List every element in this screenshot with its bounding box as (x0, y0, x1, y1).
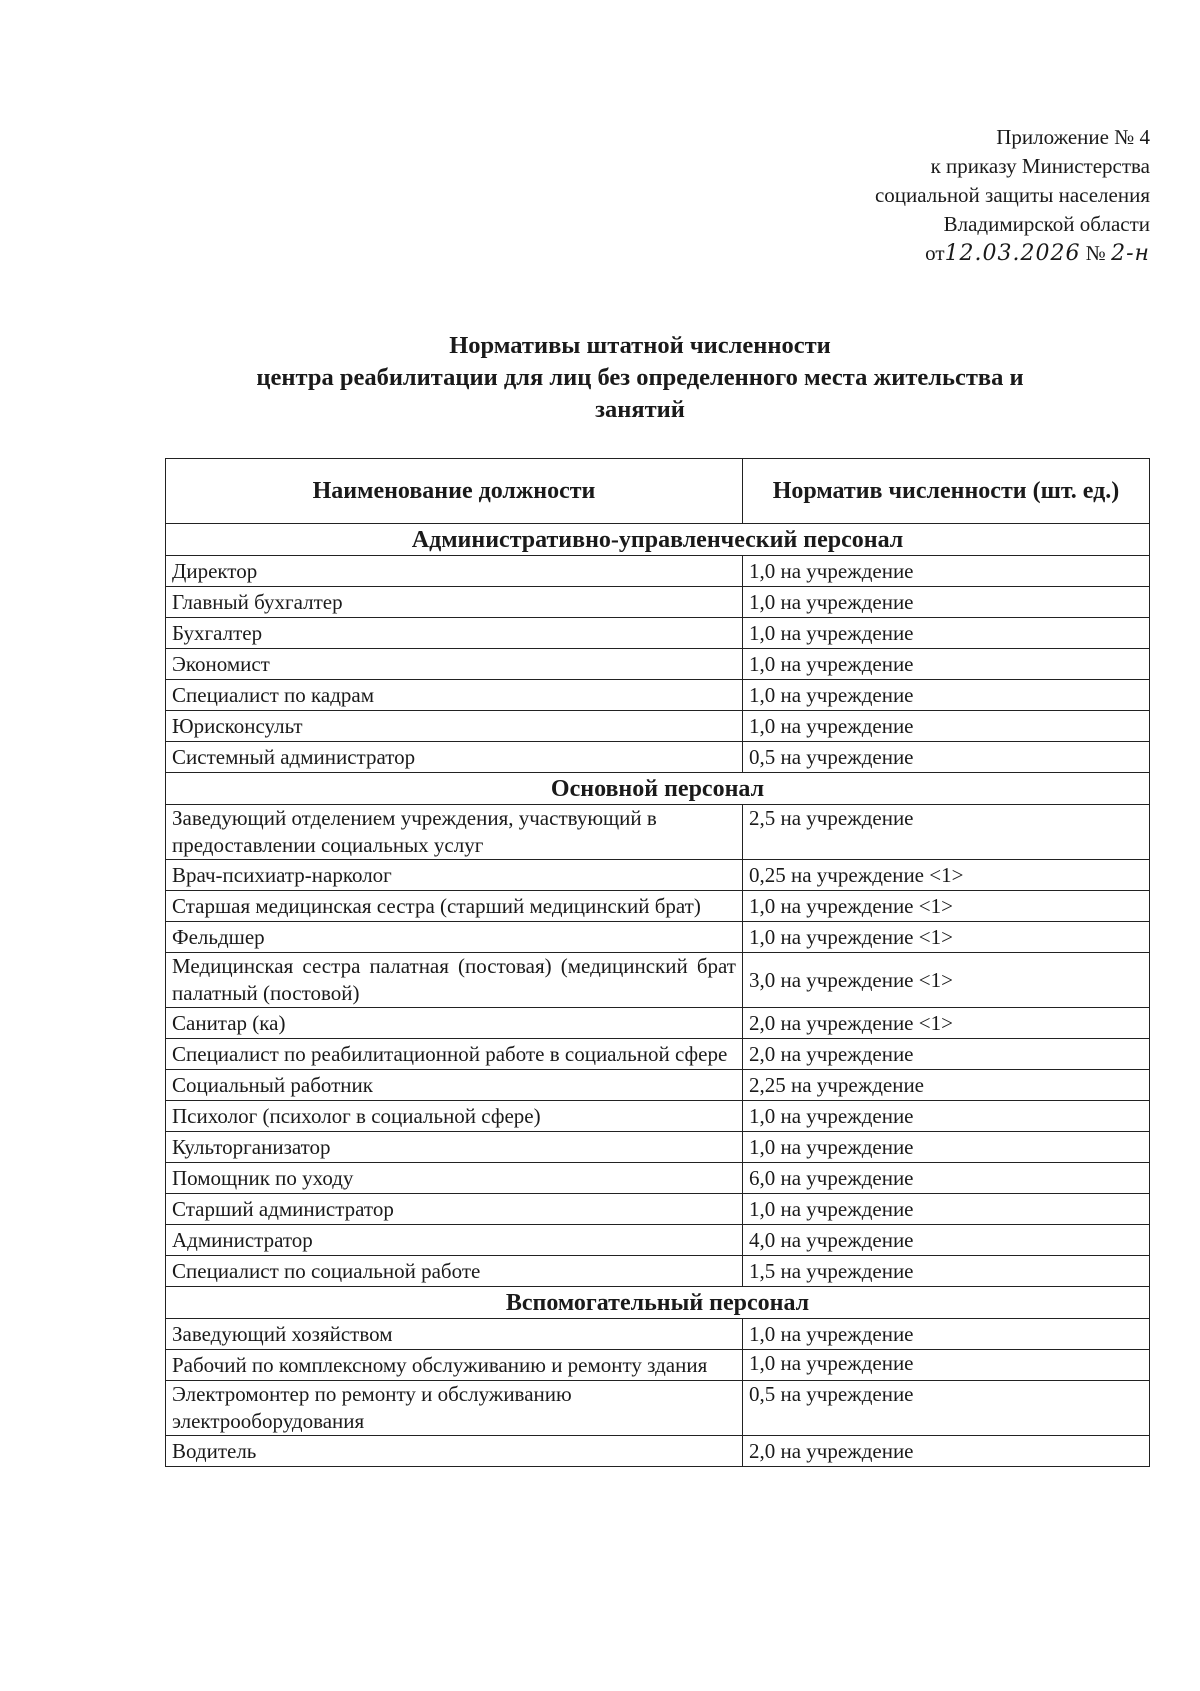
norm-cell: 1,5 на учреждение (743, 1256, 1150, 1287)
position-cell: Заведующий хозяйством (166, 1319, 743, 1350)
number-prefix: № (1085, 241, 1106, 265)
table-row (166, 1381, 1150, 1436)
norm-cell: 2,0 на учреждение <1> (743, 1008, 1150, 1039)
section-header-admin (166, 524, 1150, 556)
table-row (166, 922, 1150, 953)
position-cell: Экономист (166, 649, 743, 680)
table-row (166, 1163, 1150, 1194)
section-title: Вспомогательный персонал (166, 1287, 1150, 1319)
norm-cell: 1,0 на учреждение (743, 1132, 1150, 1163)
appendix-line: к приказу Министерства (930, 154, 1150, 178)
position-cell: Культорганизатор (166, 1132, 743, 1163)
norm-cell: 4,0 на учреждение (743, 1225, 1150, 1256)
header-position: Наименование должности (166, 459, 743, 524)
position-cell: Врач-психиатр-нарколог (166, 860, 743, 891)
position-cell: Администратор (166, 1225, 743, 1256)
norm-cell: 1,0 на учреждение (743, 1350, 1150, 1381)
position-cell: Заведующий отделением учреждения, участвующий в предоставлении социальных услуг (166, 805, 743, 860)
table-row (166, 680, 1150, 711)
position-cell: Старший администратор (166, 1194, 743, 1225)
section-header-main (166, 773, 1150, 805)
norm-cell: 2,25 на учреждение (743, 1070, 1150, 1101)
section-title: Основной персонал (166, 773, 1150, 805)
norm-cell: 2,0 на учреждение (743, 1436, 1150, 1467)
table-row (166, 1194, 1150, 1225)
position-cell: Специалист по кадрам (166, 680, 743, 711)
appendix-line: Приложение № 4 (996, 125, 1150, 149)
document-title (140, 330, 1140, 426)
position-cell: Рабочий по комплексному обслуживанию и ремонту здания (166, 1350, 743, 1381)
norm-cell: 2,5 на учреждение (743, 805, 1150, 860)
table-row (166, 1101, 1150, 1132)
table-row (166, 1319, 1150, 1350)
position-cell: Фельдшер (166, 922, 743, 953)
table-row (166, 891, 1150, 922)
position-cell: Медицинская сестра палатная (постовая) (медицинский брат палатный (постовой) (166, 953, 743, 1008)
position-cell: Психолог (психолог в социальной сфере) (166, 1101, 743, 1132)
table-row (166, 587, 1150, 618)
table-row (166, 711, 1150, 742)
norm-cell: 1,0 на учреждение (743, 1101, 1150, 1132)
table-row (166, 1350, 1150, 1381)
appendix-header (630, 123, 1150, 268)
order-date-number-line (630, 239, 1150, 268)
appendix-line: Владимирской области (943, 212, 1150, 236)
norm-cell: 2,0 на учреждение (743, 1039, 1150, 1070)
norm-cell: 1,0 на учреждение (743, 556, 1150, 587)
norm-cell: 1,0 на учреждение <1> (743, 922, 1150, 953)
norm-cell: 1,0 на учреждение (743, 618, 1150, 649)
norm-cell: 1,0 на учреждение (743, 711, 1150, 742)
position-cell: Водитель (166, 1436, 743, 1467)
header-norm: Норматив численности (шт. ед.) (743, 459, 1150, 524)
table-row (166, 805, 1150, 860)
table-row (166, 1008, 1150, 1039)
appendix-line: социальной защиты населения (874, 183, 1150, 207)
position-cell: Бухгалтер (166, 618, 743, 649)
norm-cell: 1,0 на учреждение (743, 1194, 1150, 1225)
table-header-row (166, 459, 1150, 524)
staffing-norms-table (165, 458, 1150, 1467)
position-cell: Юрисконсульт (166, 711, 743, 742)
norm-cell: 0,5 на учреждение (743, 742, 1150, 773)
norm-cell: 1,0 на учреждение (743, 649, 1150, 680)
order-date-handwritten: 12.03.2026 (944, 241, 1081, 266)
position-cell: Электромонтер по ремонту и обслуживанию электрооборудования (166, 1381, 743, 1436)
title-line-3: занятий (595, 396, 685, 423)
table-row (166, 1225, 1150, 1256)
table-row (166, 1039, 1150, 1070)
title-line-1: Нормативы штатной численности (449, 332, 831, 359)
position-cell: Специалист по реабилитационной работе в социальной сфере (166, 1039, 743, 1070)
title-line-2: центра реабилитации для лиц без определенного места жительства и (256, 364, 1024, 391)
position-cell: Системный администратор (166, 742, 743, 773)
table-row (166, 1256, 1150, 1287)
norm-cell: 0,25 на учреждение <1> (743, 860, 1150, 891)
norm-cell: 3,0 на учреждение <1> (743, 953, 1150, 1008)
position-cell: Санитар (ка) (166, 1008, 743, 1039)
table-row (166, 1436, 1150, 1467)
norm-cell: 1,0 на учреждение (743, 587, 1150, 618)
position-cell: Главный бухгалтер (166, 587, 743, 618)
table-row (166, 953, 1150, 1008)
table-row (166, 860, 1150, 891)
position-cell: Помощник по уходу (166, 1163, 743, 1194)
norm-cell: 1,0 на учреждение <1> (743, 891, 1150, 922)
norm-cell: 6,0 на учреждение (743, 1163, 1150, 1194)
table-row (166, 556, 1150, 587)
date-prefix: от (925, 241, 945, 265)
position-cell: Директор (166, 556, 743, 587)
table-row (166, 742, 1150, 773)
norm-cell: 1,0 на учреждение (743, 1319, 1150, 1350)
position-cell: Старшая медицинская сестра (старший медицинский брат) (166, 891, 743, 922)
table-row (166, 1070, 1150, 1101)
position-cell: Специалист по социальной работе (166, 1256, 743, 1287)
section-header-support (166, 1287, 1150, 1319)
norm-cell: 0,5 на учреждение (743, 1381, 1150, 1436)
table-row (166, 1132, 1150, 1163)
table-row (166, 618, 1150, 649)
section-title: Административно-управленческий персонал (166, 524, 1150, 556)
order-number-handwritten: 2-н (1111, 241, 1150, 266)
norm-cell: 1,0 на учреждение (743, 680, 1150, 711)
table-row (166, 649, 1150, 680)
position-cell: Социальный работник (166, 1070, 743, 1101)
